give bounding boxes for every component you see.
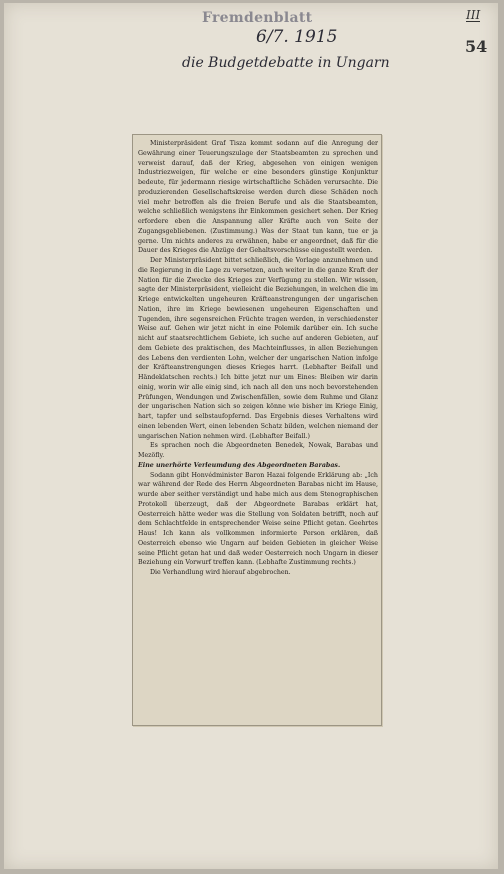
- article-paragraph: Es sprachen noch die Abgeordneten Benedek, Nowak, Barabas und Mezöfly.: [138, 442, 378, 459]
- newspaper-clipping: [132, 134, 382, 726]
- handwritten-note: die Budgetdebatte in Ungarn: [182, 55, 390, 71]
- article-paragraph: Die Verhandlung wird hierauf abgebrochen.: [150, 569, 291, 576]
- article-body: [138, 139, 378, 578]
- article-paragraph: Der Ministerpräsident bittet schließlich, die Vorlage anzunehmen und die Regierung in die Lage zu versetzen, auch weiter in die ganze Kraft der Nation für die Zwecke des Krieges zur Verfügung zu stellen. Wir wissen, sagte der Ministerpräsident, vielleicht die Beziehungen, in welchen die im Kriege entwickelten ungeheuren Kräfteanstrengungen der ungarischen Nation, ihre im Kriege bewiesenen ungeheuren Eigenschaften und Tugenden, ihre segensreichen Früchte tragen werden, in verschiedenster Weise auf. Gehen wir jetzt nicht in eine Polemik darüber ein. Ich suche nicht auf staatsrechtlichem Gebiete, ich suche auf anderen Gebieten, auf dem Gebiete des praktischen, des Machteinflusses, in allen Beziehungen des Lebens den verdienten Lohn, welcher der ungarischen Nation infolge der Kräfteanstrengungen dieses Krieges harrt. (Lebhafter Beifall und Händeklatschen rechts.) Ich bitte jetzt nur um Eines: Bleiben wir darin einig, worin wir alle einig sind, ich nach all den uns noch bevorstehenden Prüfungen, Wendungen und Zwischenfällen, sowie dem Ruhme und Glanz der ungarischen Nation sich so zeigen könne wie bisher im Kriege Einig, hart, tapfer und selbstaufopfernd. Das Ergebnis dieses Verhaltens wird einen lebenden Wert, einen lebenden Schatz bilden, welchen niemand der ungarischen Nation nehmen wird. (Lebhafter Beifall.): [138, 257, 378, 440]
- archive-mark: III: [466, 8, 481, 22]
- page-number: 54: [465, 37, 488, 56]
- newspaper-stamp: Fremdenblatt: [202, 10, 313, 26]
- handwritten-date: 6/7. 1915: [256, 27, 338, 47]
- archive-sheet: [4, 3, 498, 869]
- article-subheading: Eine unerhörte Verleumdung des Abgeordneten Barabas.: [138, 461, 341, 469]
- article-paragraph: Sodann gibt Honvédminister Baron Hazai folgende Erklärung ab: „Ich war während der Rede des Herrn Abgeordneten Barabas nicht im Hause, wurde aber seither verständigt und habe mich aus dem Stenographischen Protokoll überzeugt, daß der Abgeordnete Barabas erklärt hat, Oesterreich hätte weder was die Stellung von Soldaten betrifft, noch auf dem Schlachtfelde in entsprechender Weise seine Pflicht getan. Geehrtes Haus! Ich kann als vollkommen informierte Person erklären, daß Oesterreich ebenso wie Ungarn auf beiden Gebieten in gleicher Weise seine Pflicht getan hat und daß weder Oesterreich noch Ungarn in dieser Beziehung ein Vorwurf treffen kann. (Lebhafte Zustimmung rechts.): [138, 471, 378, 567]
- article-paragraph: Ministerpräsident Graf Tisza kommt sodann auf die Anregung der Gewährung einer Teuerungszulage der Staatsbeamten zu sprechen und verweist darauf, daß der Krieg, abgesehen von einigen wenigen Industriezweigen, für welche er eine besonders günstige Konjunktur bedeute, für jedermann riesige wirtschaftliche Schäden verursachte. Die produzierenden Gesellschaftskreise werden durch diese Schäden noch viel mehr betroffen als die freien Berufe und als die Staatsbeamten, welche schließlich wenigstens ihr Einkommen gesichert sehen. Der Krieg erfordere eben die Anspannung aller Kräfte auch von Seite der Zugangsgebliebenen. (Zustimmung.) Was der Staat tun kann, tue er ja gerne. Um nichts anderes zu erwähnen, habe er angeordnet, daß für die Dauer des Krieges die Abzüge der Gehaltsvorschüsse eingestellt werden.: [138, 140, 378, 255]
